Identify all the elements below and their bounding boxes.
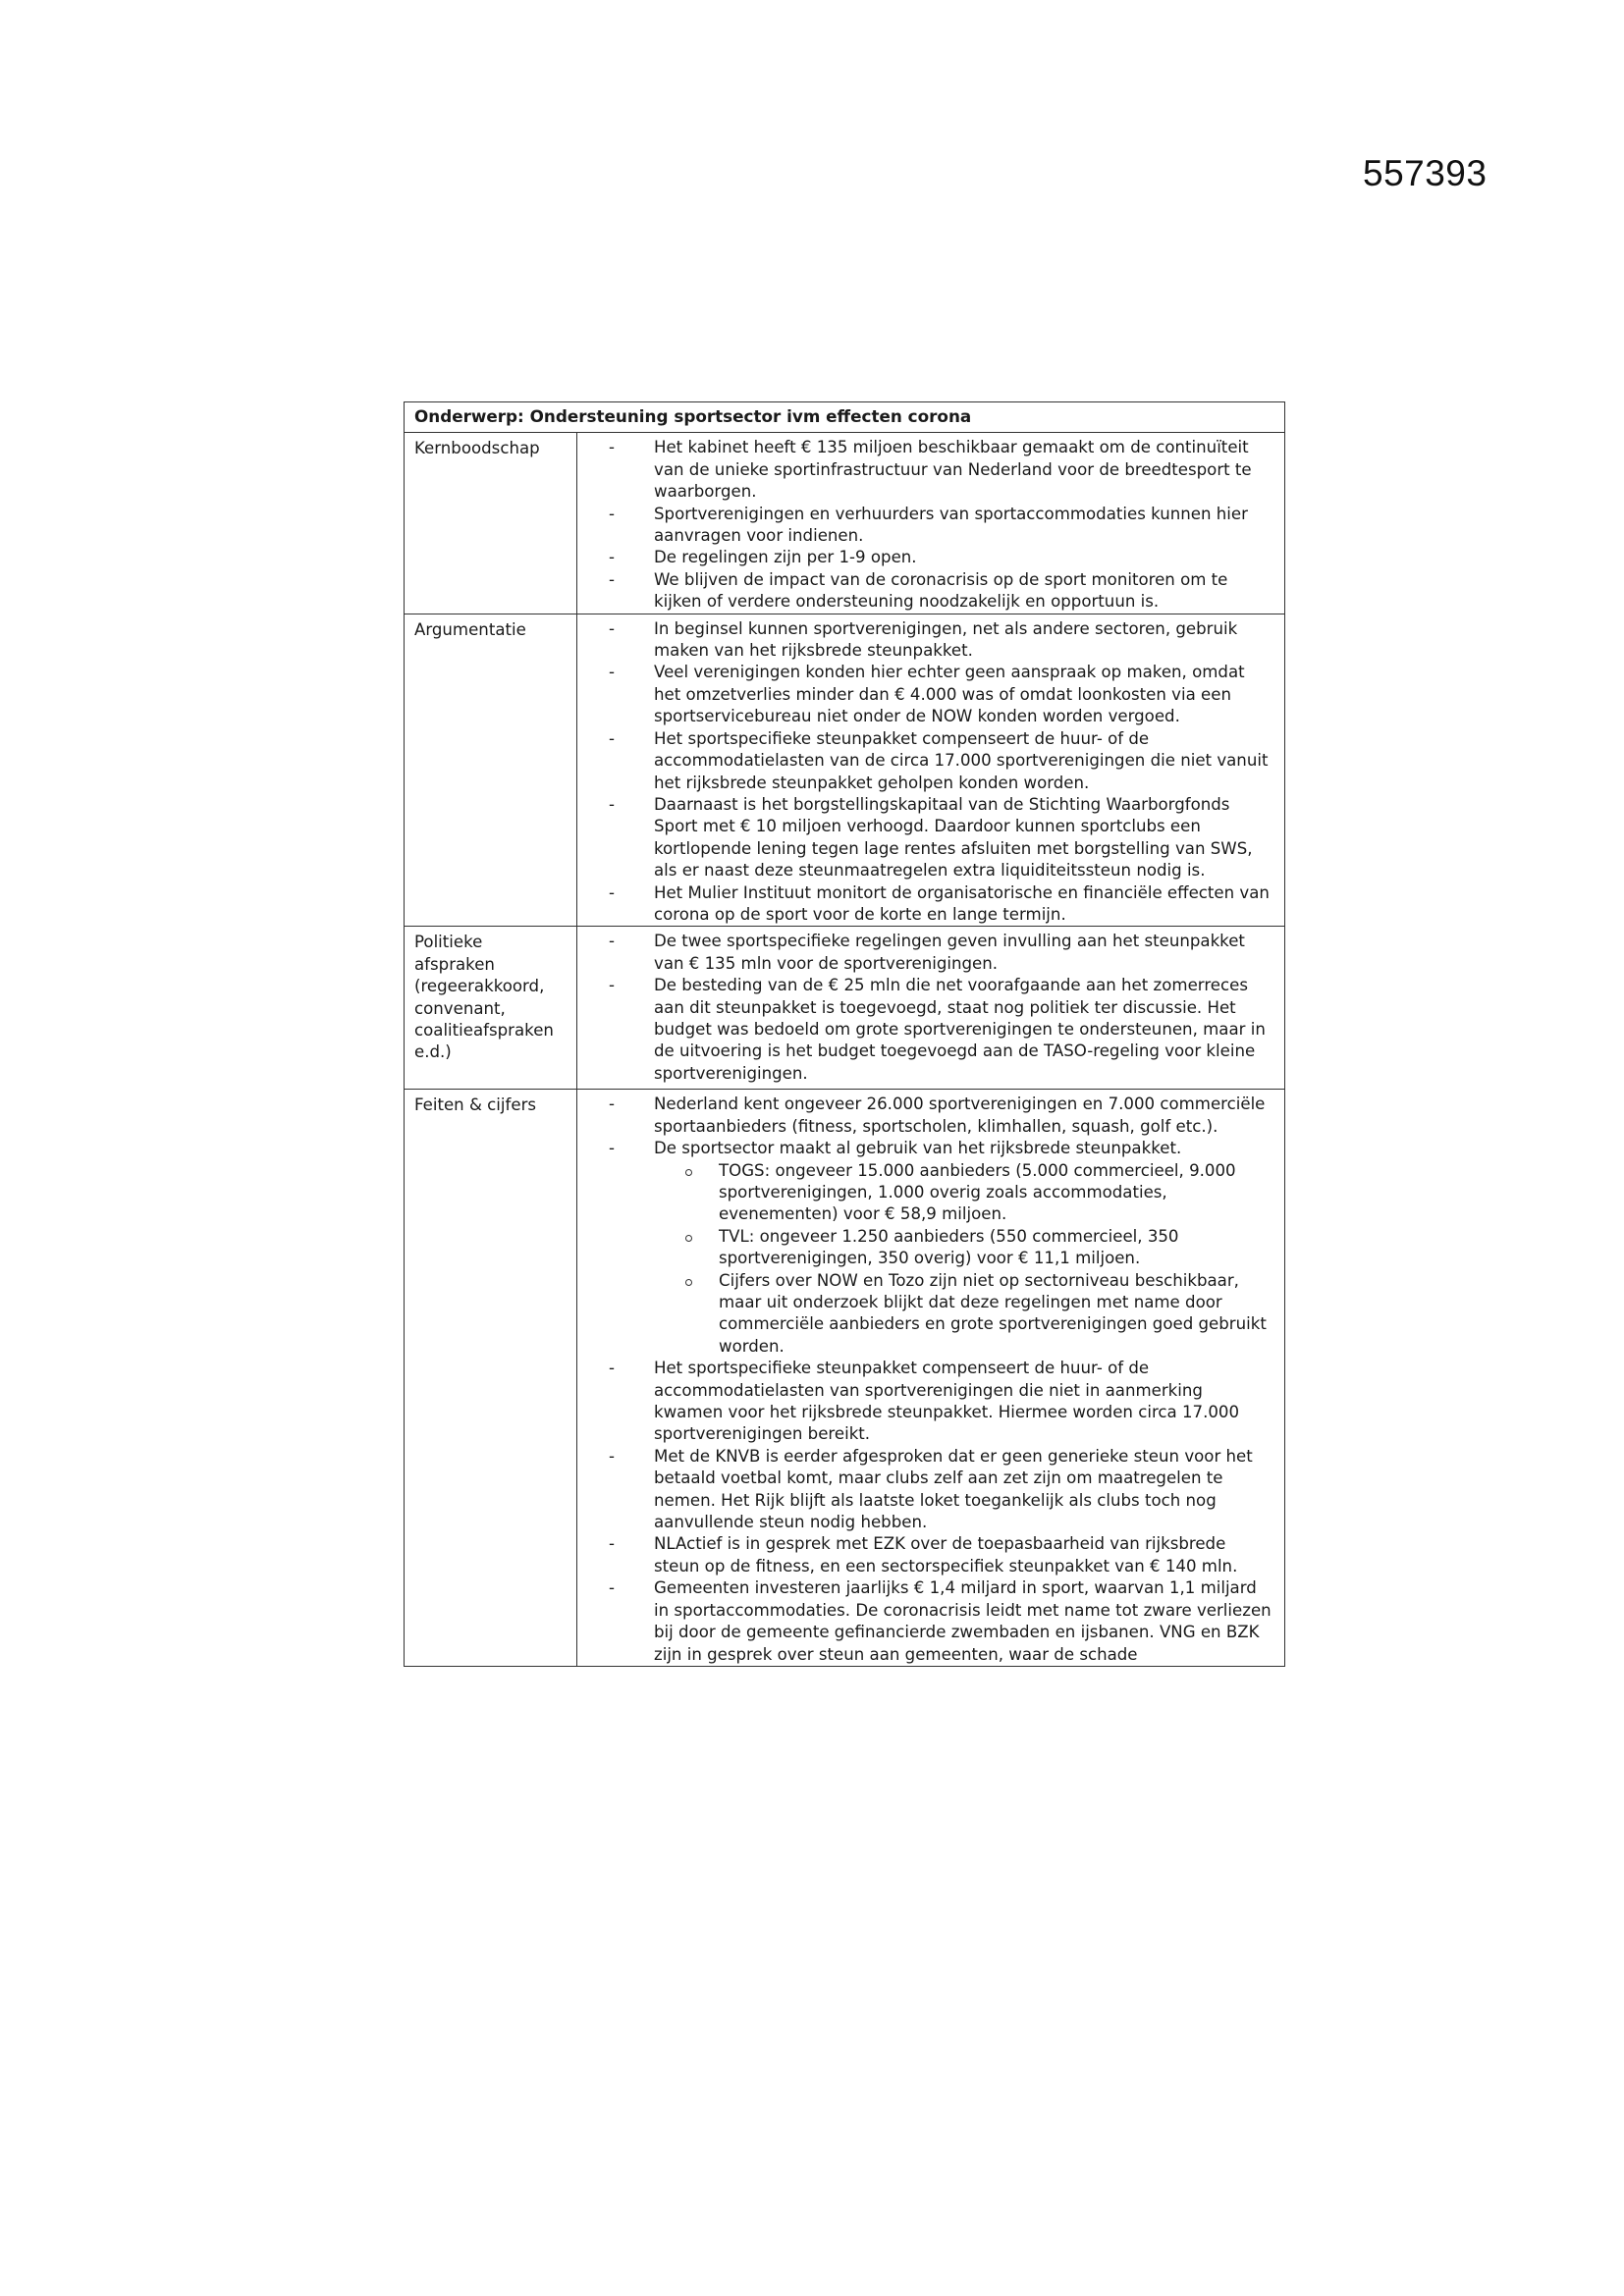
list-item <box>603 1358 1274 1446</box>
list-item-text: De sportsector maakt al gebruik van het rijksbrede steunpakket. <box>654 1139 1182 1158</box>
list-item-text: We blijven de impact van de coronacrisis op de sport monitoren om te kijken of verdere ondersteuning noodzakelijk en opportuun is. <box>654 569 1228 612</box>
list-item-text: Sportverenigingen en verhuurders van sportaccommodaties kunnen hier aanvragen voor indienen. <box>654 504 1248 546</box>
list-item <box>603 1138 1274 1358</box>
memo-header-row <box>405 402 1285 433</box>
list-item <box>603 882 1274 927</box>
sub-bullet-list <box>654 1160 1274 1359</box>
list-item <box>603 618 1274 663</box>
sub-list-item: TOGS: ongeveer 15.000 aanbieders (5.000 commercieel, 9.000 sportverenigingen, 1.000 overig zoals accommodaties, evenementen) voor € 58,9 miljoen. <box>654 1160 1274 1226</box>
list-item <box>603 728 1274 794</box>
row-content <box>577 1090 1285 1667</box>
list-item <box>603 569 1274 614</box>
list-item-text: Gemeenten investeren jaarlijks € 1,4 miljard in sport, waarvan 1,1 miljard in sportaccommodaties. De coronacrisis leidt met name tot zware verliezen bij door de gemeente gefinancierde zwembaden en ijsbanen. VNG en BZK zijn in gesprek over steun aan gemeenten, waar de schade <box>654 1578 1272 1664</box>
list-item-text: Met de KNVB is eerder afgesproken dat er geen generieke steun voor het betaald voetbal komt, maar clubs zelf aan zet zijn om maatregelen te nemen. Het Rijk blijft als laatste loket toegankelijk als clubs toch nog aanvullende steun nodig hebben. <box>654 1446 1253 1532</box>
memo-row <box>405 1090 1285 1667</box>
memo-table <box>404 401 1285 1667</box>
list-item-text: Nederland kent ongeveer 26.000 sportverenigingen en 7.000 commerciële sportaanbieders (fitness, sportscholen, klimhallen, squash, golf etc.). <box>654 1095 1266 1136</box>
list-item <box>603 1446 1274 1534</box>
list-item-text: NLActief is in gesprek met EZK over de toepasbaarheid van rijksbrede steun op de fitness, en een sectorspecifiek steunpakket van € 140 mln. <box>654 1534 1238 1575</box>
row-content <box>577 927 1285 1090</box>
list-item-text: De besteding van de € 25 mln die net voorafgaande aan het zomerreces aan dit steunpakket is toegevoegd, staat nog politiek ter discussie. Het budget was bedoeld om grote sportverenigingen te ondersteunen, maar in de uitvoering is het budget toegevoegd aan de TASO-regeling voor kleine sportverenigingen. <box>654 976 1266 1083</box>
list-item-text: Daarnaast is het borgstellingskapitaal van de Stichting Waarborgfonds Sport met € 10 miljoen verhoogd. Daardoor kunnen sportclubs een kortlopende lening tegen lage rentes afsluiten met borgstelling van SWS, als er naast deze steunmaatregelen extra liquiditeitssteun nodig is. <box>654 794 1253 881</box>
row-label: Argumentatie <box>405 614 577 927</box>
list-item-text: Het sportspecifieke steunpakket compenseert de huur- of de accommodatielasten van de circa 17.000 sportverenigingen die niet vanuit het rijksbrede steunpakket geholpen konden worden. <box>654 728 1269 792</box>
list-item <box>603 975 1274 1085</box>
list-item-text: Veel verenigingen konden hier echter geen aanspraak op maken, omdat het omzetverlies minder dan € 4.000 was of omdat loonkosten via een sportservicebureau niet onder de NOW konden worden vergoed. <box>654 663 1245 726</box>
bullet-list <box>603 437 1274 613</box>
memo-row <box>405 614 1285 927</box>
memo-subject: Onderwerp: Ondersteuning sportsector ivm effecten corona <box>405 402 1285 433</box>
document-id: 557393 <box>1363 153 1488 193</box>
list-item <box>603 1094 1274 1138</box>
list-item <box>603 504 1274 548</box>
list-item-text: In beginsel kunnen sportverenigingen, net als andere sectoren, gebruik maken van het rijksbrede steunpakket. <box>654 618 1238 661</box>
list-item-text: Het kabinet heeft € 135 miljoen beschikbaar gemaakt om de continuïteit van de unieke sportinfrastructuur van Nederland voor de breedtesport te waarborgen. <box>654 438 1252 502</box>
list-item-text: De twee sportspecifieke regelingen geven invulling aan het steunpakket van € 135 mln voor de sportverenigingen. <box>654 932 1245 973</box>
row-label: Politieke afspraken (regeerakkoord, convenant, coalitieafspraken e.d.) <box>405 927 577 1090</box>
bullet-list <box>603 1094 1274 1666</box>
list-item <box>603 1533 1274 1577</box>
bullet-list <box>603 931 1274 1085</box>
list-item <box>603 547 1274 568</box>
list-item <box>603 662 1274 727</box>
list-item <box>603 437 1274 503</box>
memo-row <box>405 433 1285 614</box>
list-item-text: Het sportspecifieke steunpakket compenseert de huur- of de accommodatielasten van sportverenigingen die niet in aanmerking kwamen voor het rijksbrede steunpakket. Hiermee worden circa 17.000 sportverenigingen bereikt. <box>654 1359 1240 1444</box>
memo-body <box>405 433 1285 1667</box>
bullet-list <box>603 618 1274 927</box>
row-label: Feiten & cijfers <box>405 1090 577 1667</box>
row-label: Kernboodschap <box>405 433 577 614</box>
list-item <box>603 1577 1274 1666</box>
memo-row <box>405 927 1285 1090</box>
row-content <box>577 614 1285 927</box>
list-item <box>603 794 1274 882</box>
list-item-text: De regelingen zijn per 1-9 open. <box>654 548 917 567</box>
row-content <box>577 433 1285 614</box>
list-item-text: Het Mulier Instituut monitort de organisatorische en financiële effecten van corona op de sport voor de korte en lange termijn. <box>654 882 1270 924</box>
sub-list-item: Cijfers over NOW en Tozo zijn niet op sectorniveau beschikbaar, maar uit onderzoek blijkt dat deze regelingen met name door commerciële aanbieders en grote sportverenigingen goed gebruikt worden. <box>654 1270 1274 1359</box>
list-item <box>603 931 1274 975</box>
sub-list-item: TVL: ongeveer 1.250 aanbieders (550 commercieel, 350 sportverenigingen, 350 overig) voor € 11,1 miljoen. <box>654 1226 1274 1270</box>
